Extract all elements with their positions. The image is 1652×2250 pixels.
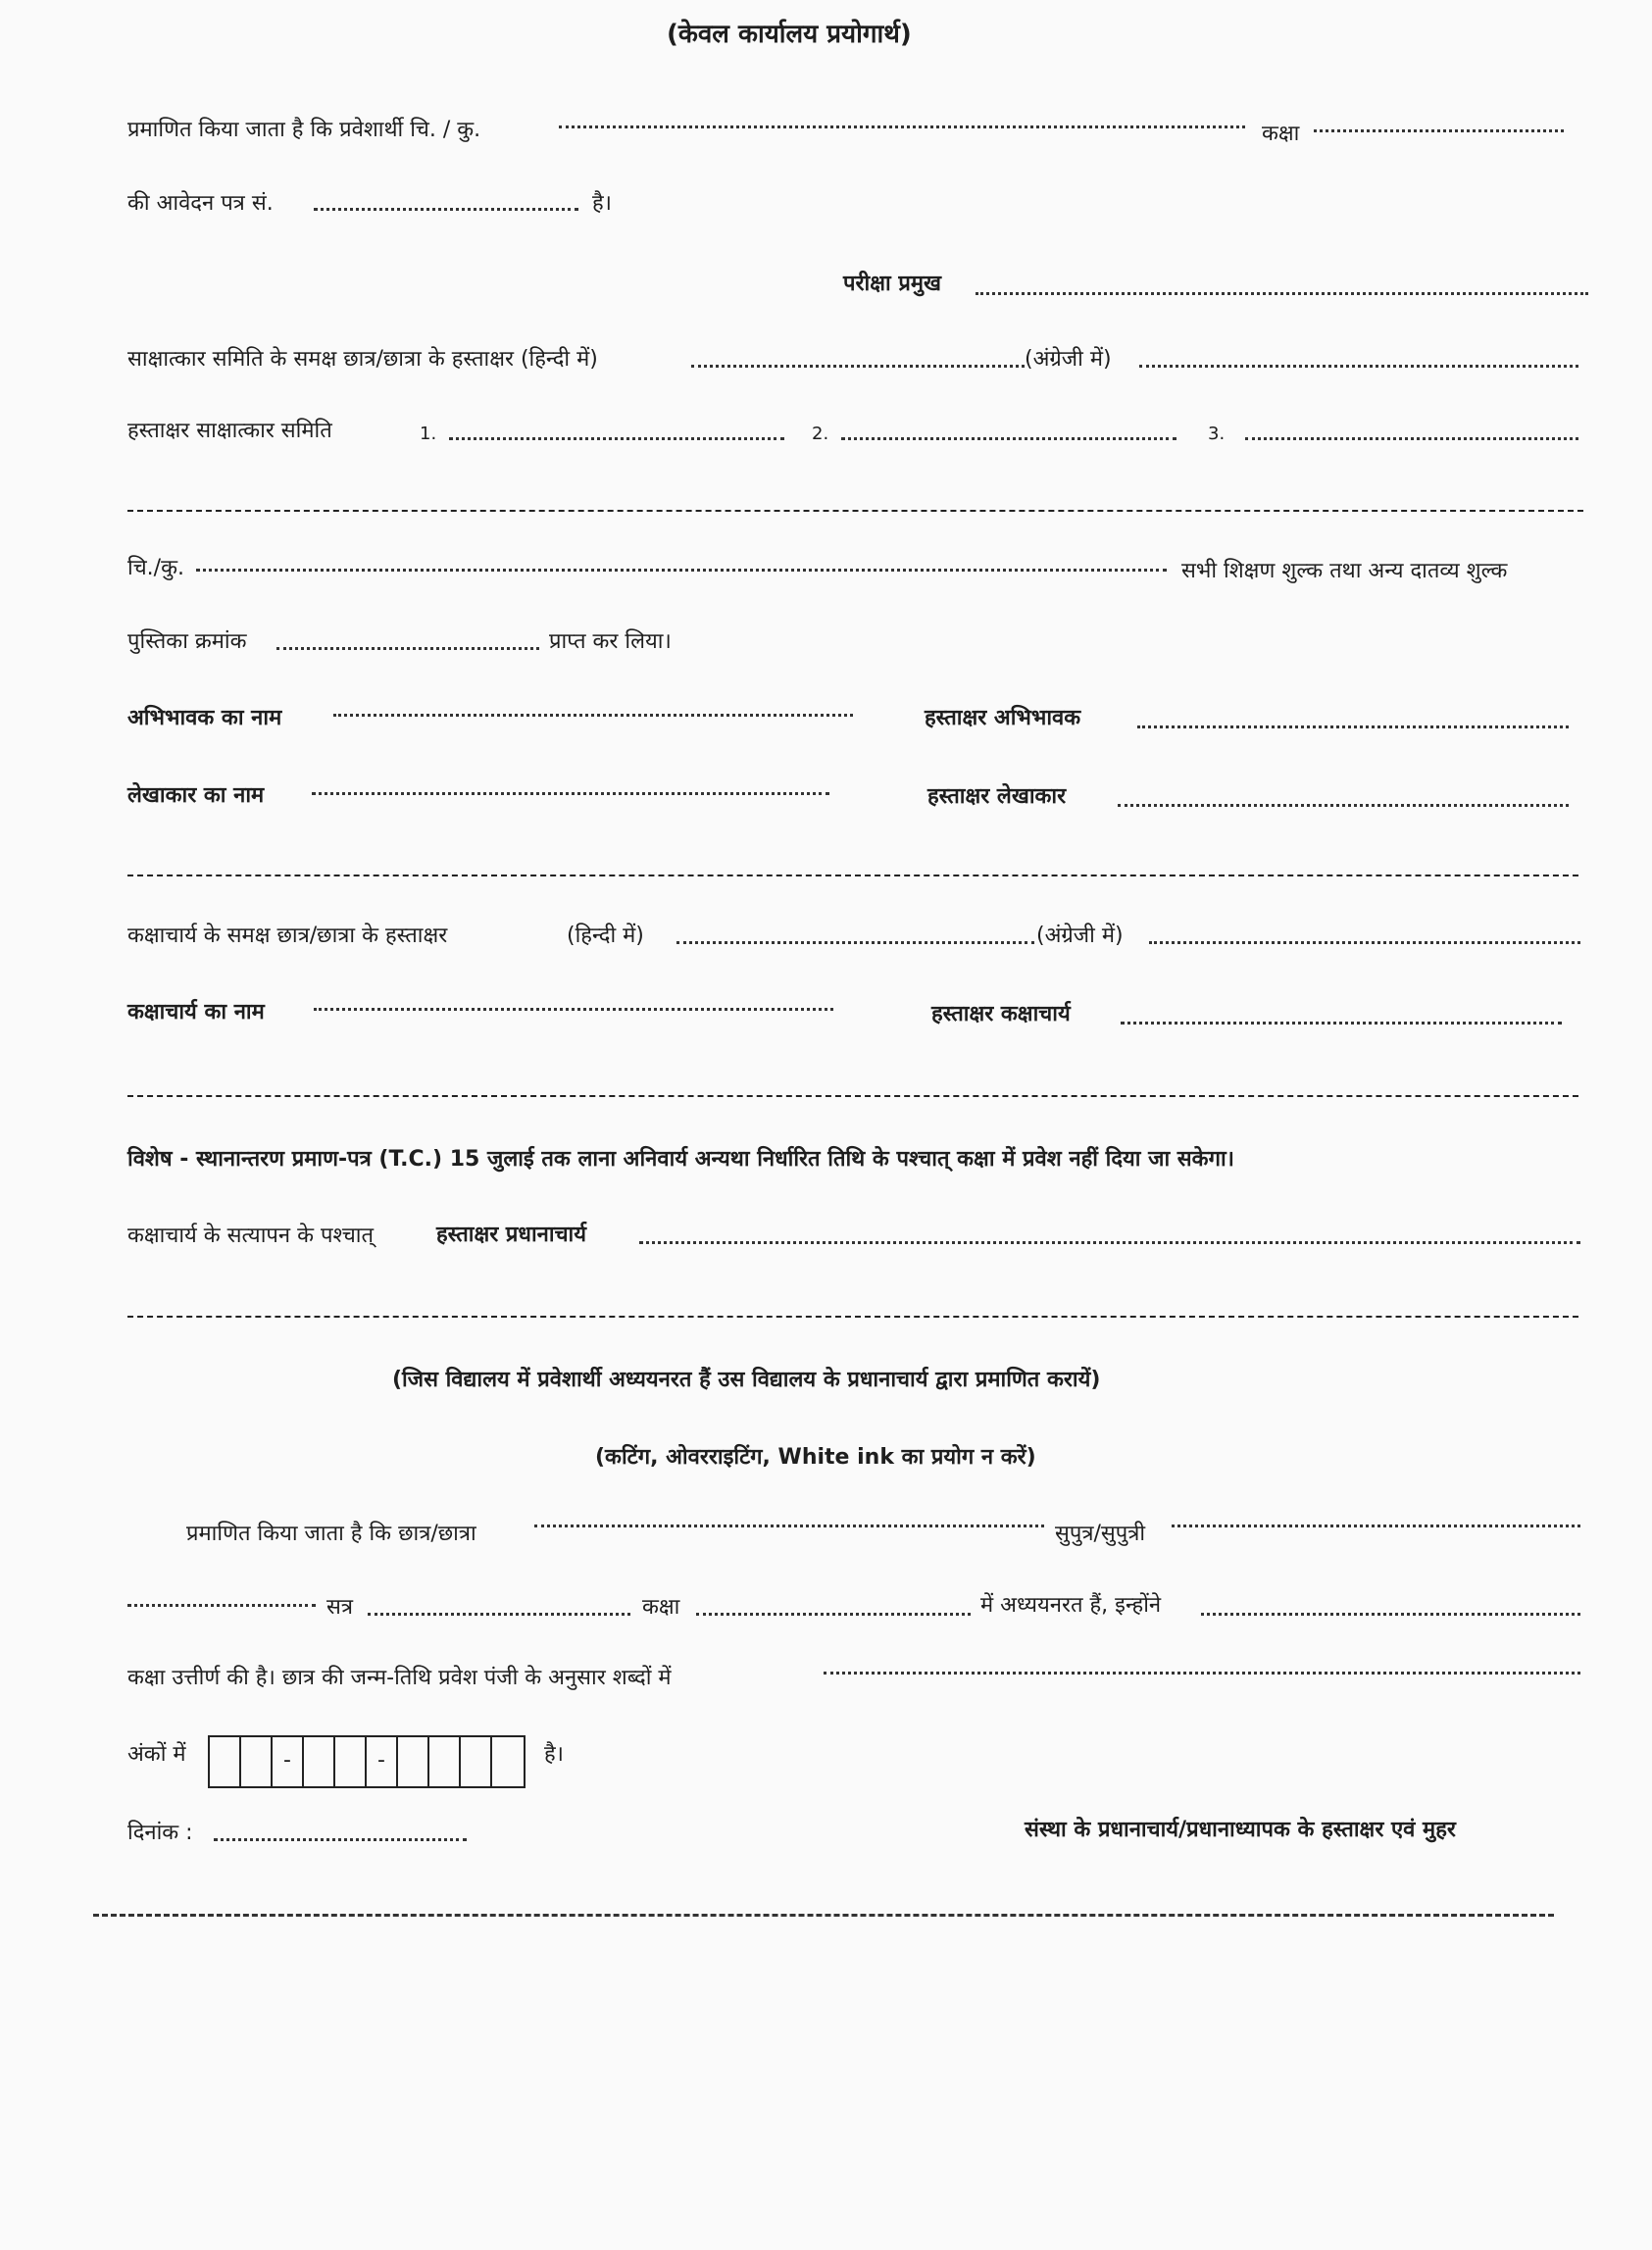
teacher-name-label: कक्षाचार्य का नाम bbox=[127, 1000, 265, 1025]
application-number-field[interactable] bbox=[314, 208, 578, 211]
dob-digit-box[interactable] bbox=[241, 1737, 273, 1786]
application-prefix: की आवेदन पत्र सं. bbox=[127, 191, 274, 216]
teacher-english-label: (अंग्रेजी में) bbox=[1036, 924, 1124, 948]
exam-head-field[interactable] bbox=[976, 292, 1588, 295]
teacher-student-sign-label: कक्षाचार्य के समक्ष छात्र/छात्रा के हस्ताक्षर bbox=[127, 924, 448, 948]
committee-num-3: 3. bbox=[1208, 424, 1226, 444]
special-note: विशेष - स्थानान्तरण प्रमाण-पत्र (T.C.) 15 जुलाई तक लाना अनिवार्य अन्यथा निर्धारित तिथि के पश्चात् कक्षा में प्रवेश नहीं दिया जा सकेगा। bbox=[127, 1147, 1234, 1172]
teacher-hindi-label: (हिन्दी में) bbox=[567, 924, 644, 948]
interview-sign-label: साक्षात्कार समिति के समक्ष छात्र/छात्रा के हस्ताक्षर (हिन्दी में) bbox=[127, 347, 598, 372]
certificate-heading-2: (कटिंग, ओवरराइटिंग, White ink का प्रयोग न करें) bbox=[595, 1445, 1036, 1470]
dob-digit-box[interactable] bbox=[304, 1737, 335, 1786]
dob-words-field[interactable] bbox=[824, 1672, 1580, 1675]
dob-digit-box[interactable] bbox=[335, 1737, 367, 1786]
certified-prefix: प्रमाणित किया जाता है कि प्रवेशार्थी चि. / कु. bbox=[127, 118, 481, 142]
teacher-hindi-field[interactable] bbox=[676, 941, 1034, 944]
fees-text: सभी शिक्षण शुल्क तथा अन्य दातव्य शुल्क bbox=[1181, 559, 1508, 583]
booklet-suffix: प्राप्त कर लिया। bbox=[549, 629, 672, 654]
dob-digit-boxes[interactable] bbox=[208, 1735, 526, 1788]
certified-student-label: प्रमाणित किया जाता है कि छात्र/छात्रा bbox=[186, 1522, 476, 1546]
session-label: सत्र bbox=[326, 1595, 354, 1620]
certified-student-field[interactable] bbox=[534, 1525, 1044, 1527]
guardian-name-label: अभिभावक का नाम bbox=[127, 706, 282, 730]
certificate-heading-1: (जिस विद्यालय में प्रवेशार्थी अध्ययनरत हैं उस विद्यालय के प्रधानाचार्य द्वारा प्रमाणित करायें) bbox=[392, 1368, 1101, 1392]
committee-num-1: 1. bbox=[420, 424, 437, 444]
divider-1 bbox=[127, 510, 1583, 512]
class-field[interactable] bbox=[1314, 129, 1564, 132]
booklet-prefix: पुस्तिका क्रमांक bbox=[127, 629, 247, 654]
studying-field[interactable] bbox=[1201, 1613, 1580, 1616]
verify-prefix: कक्षाचार्य के सत्यापन के पश्चात् bbox=[127, 1224, 375, 1248]
booklet-number-field[interactable] bbox=[276, 647, 539, 650]
student-name-field[interactable] bbox=[559, 125, 1245, 128]
session-field[interactable] bbox=[368, 1613, 630, 1616]
principal-sign-field[interactable] bbox=[639, 1241, 1580, 1244]
fees-student-field[interactable] bbox=[196, 569, 1167, 572]
accountant-sign-label: हस्ताक्षर लेखाकार bbox=[927, 784, 1067, 809]
interview-hindi-field[interactable] bbox=[691, 365, 1025, 368]
application-suffix: है। bbox=[592, 191, 613, 216]
committee-num-2: 2. bbox=[812, 424, 829, 444]
teacher-english-field[interactable] bbox=[1149, 941, 1580, 944]
divider-3 bbox=[127, 1095, 1578, 1097]
studying-label: में अध्ययनरत हैं, इन्होंने bbox=[980, 1593, 1162, 1618]
date-label: दिनांक : bbox=[127, 1821, 193, 1845]
interview-english-label: (अंग्रेजी में) bbox=[1025, 347, 1112, 372]
in-digits-label: अंकों में bbox=[127, 1742, 186, 1767]
dob-digit-box[interactable] bbox=[461, 1737, 492, 1786]
divider-4 bbox=[127, 1316, 1578, 1318]
son-daughter-label: सुपुत्र/सुपुत्री bbox=[1055, 1522, 1146, 1546]
cut-line bbox=[93, 1914, 1554, 1917]
guardian-sign-field[interactable] bbox=[1137, 725, 1569, 728]
committee-sign-3-field[interactable] bbox=[1245, 437, 1578, 440]
committee-sign-label: हस्ताक्षर साक्षात्कार समिति bbox=[127, 419, 332, 443]
dob-digit-box[interactable] bbox=[398, 1737, 429, 1786]
class-field-2[interactable] bbox=[696, 1613, 971, 1616]
seal-label: संस्था के प्रधानाचार्य/प्रधानाध्यापक के हस्ताक्षर एवं मुहर bbox=[1025, 1818, 1456, 1842]
is-label: है। bbox=[544, 1742, 565, 1767]
dob-digit-box[interactable] bbox=[210, 1737, 241, 1786]
teacher-name-field[interactable] bbox=[314, 1008, 833, 1011]
date-field[interactable] bbox=[214, 1838, 467, 1841]
dob-separator: - bbox=[273, 1737, 304, 1786]
accountant-name-field[interactable] bbox=[312, 792, 829, 795]
office-use-title: (केवल कार्यालय प्रयोगार्थ) bbox=[667, 20, 912, 49]
class-label: कक्षा bbox=[1262, 122, 1300, 146]
committee-sign-1-field[interactable] bbox=[449, 437, 784, 440]
principal-sign-label: हस्ताक्षर प्रधानाचार्य bbox=[436, 1223, 586, 1247]
accountant-name-label: लेखाकार का नाम bbox=[127, 783, 265, 808]
dob-digit-box[interactable] bbox=[492, 1737, 524, 1786]
divider-2 bbox=[127, 875, 1578, 876]
parent-name-field[interactable] bbox=[1172, 1525, 1580, 1527]
guardian-sign-label: हस्ताक्षर अभिभावक bbox=[925, 706, 1081, 730]
teacher-sign-label: हस्ताक्षर कक्षाचार्य bbox=[931, 1002, 1071, 1026]
dob-separator: - bbox=[367, 1737, 398, 1786]
dob-digit-box[interactable] bbox=[429, 1737, 461, 1786]
exam-head-label: परीक्षा प्रमुख bbox=[843, 272, 941, 296]
guardian-name-field[interactable] bbox=[333, 714, 853, 717]
teacher-sign-field[interactable] bbox=[1121, 1022, 1562, 1025]
accountant-sign-field[interactable] bbox=[1118, 804, 1569, 807]
committee-sign-2-field[interactable] bbox=[841, 437, 1176, 440]
passed-label: कक्षा उत्तीर्ण की है। छात्र की जन्म-तिथि प्रवेश पंजी के अनुसार शब्दों में bbox=[127, 1666, 672, 1690]
parent-name-cont-field[interactable] bbox=[127, 1604, 316, 1607]
interview-english-field[interactable] bbox=[1139, 365, 1578, 368]
chi-ku-label: चि./कु. bbox=[127, 556, 184, 580]
class-label-2: कक्षा bbox=[642, 1595, 680, 1620]
